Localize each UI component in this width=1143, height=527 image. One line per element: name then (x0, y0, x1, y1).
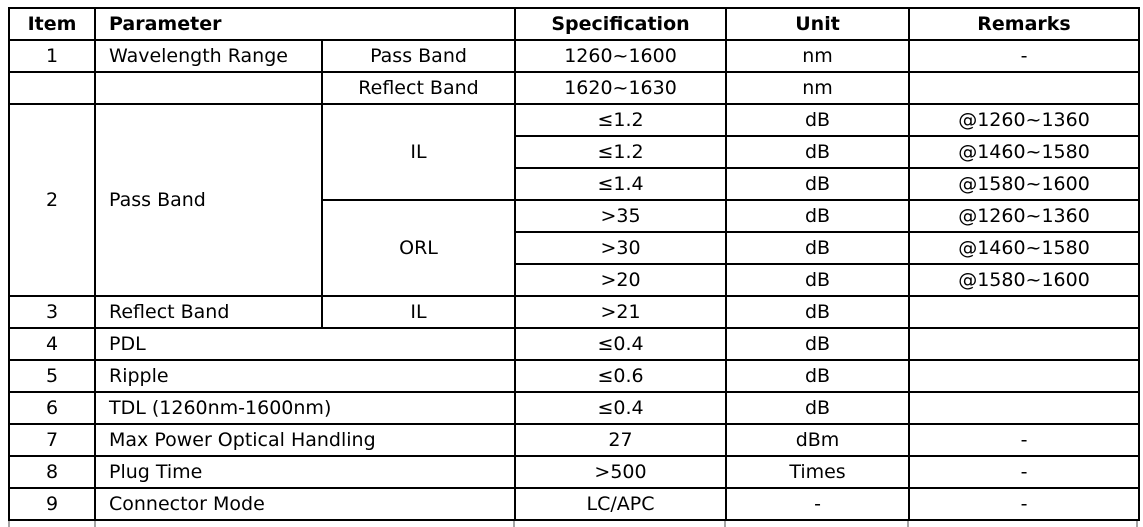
cell-item: 4 (9, 328, 95, 360)
table-row (9, 360, 1139, 392)
cell-remarks: @1260~1360 (909, 200, 1139, 232)
cell-specification: >30 (515, 232, 726, 264)
header-specification: Specification (515, 8, 726, 40)
cell-unit: dB (726, 232, 909, 264)
cell-subparameter: Reflect Band (322, 72, 515, 104)
cell-specification: 1260~1600 (515, 40, 726, 72)
cell-item (9, 72, 95, 104)
cell-item: 7 (9, 424, 95, 456)
cell-remarks (909, 360, 1139, 392)
cell-item: 3 (9, 296, 95, 328)
cell-parameter (95, 72, 322, 104)
cropped-next-row-gridline (8, 521, 10, 527)
cell-remarks: @1580~1600 (909, 264, 1139, 296)
cell-remarks: - (909, 456, 1139, 488)
cell-item: 9 (9, 488, 95, 520)
cell-parameter: Plug Time (95, 456, 515, 488)
cell-subparameter: ORL (322, 200, 515, 296)
cell-unit: dB (726, 200, 909, 232)
cell-item: 2 (9, 104, 95, 296)
cell-specification: ≤0.4 (515, 392, 726, 424)
cell-subparameter: IL (322, 104, 515, 200)
table-row (9, 392, 1139, 424)
cell-parameter: Ripple (95, 360, 515, 392)
cell-unit: dB (726, 264, 909, 296)
table-row (9, 40, 1139, 72)
cell-remarks (909, 72, 1139, 104)
cell-specification: ≤0.4 (515, 328, 726, 360)
header-row (9, 8, 1139, 40)
table-row (9, 104, 1139, 136)
table-row (9, 328, 1139, 360)
table-row (9, 424, 1139, 456)
cell-remarks: @1460~1580 (909, 136, 1139, 168)
cell-unit: dB (726, 392, 909, 424)
cell-unit: dB (726, 136, 909, 168)
cropped-next-row-gridline (1136, 521, 1138, 527)
cell-item: 8 (9, 456, 95, 488)
cell-parameter: Max Power Optical Handling (95, 424, 515, 456)
cell-subparameter: IL (322, 296, 515, 328)
cell-remarks: @1260~1360 (909, 104, 1139, 136)
cell-unit: dB (726, 296, 909, 328)
cell-remarks: @1580~1600 (909, 168, 1139, 200)
table-row (9, 456, 1139, 488)
cell-specification: >35 (515, 200, 726, 232)
cell-unit: dB (726, 168, 909, 200)
cell-unit: dB (726, 328, 909, 360)
cell-specification: >21 (515, 296, 726, 328)
cropped-next-row-gridline (724, 521, 726, 527)
table-row (9, 72, 1139, 104)
cell-unit: dB (726, 360, 909, 392)
cell-parameter: Connector Mode (95, 488, 515, 520)
table-row (9, 296, 1139, 328)
cell-unit: - (726, 488, 909, 520)
header-parameter: Parameter (95, 8, 515, 40)
cell-parameter: Pass Band (95, 104, 322, 296)
cell-unit: dB (726, 104, 909, 136)
cropped-next-row-gridline (94, 521, 96, 527)
cell-specification: 27 (515, 424, 726, 456)
cell-specification: 1620~1630 (515, 72, 726, 104)
table-row (9, 488, 1139, 520)
cell-specification: LC/APC (515, 488, 726, 520)
cell-remarks: - (909, 40, 1139, 72)
cell-unit: dBm (726, 424, 909, 456)
spec-table-container (8, 7, 1140, 521)
cell-parameter: Wavelength Range (95, 40, 322, 72)
cell-remarks (909, 392, 1139, 424)
cell-specification: >500 (515, 456, 726, 488)
cell-parameter: PDL (95, 328, 515, 360)
cell-unit: nm (726, 72, 909, 104)
cropped-next-row-gridline (513, 521, 515, 527)
cell-specification: ≤1.4 (515, 168, 726, 200)
header-unit: Unit (726, 8, 909, 40)
cell-item: 5 (9, 360, 95, 392)
cell-unit: Times (726, 456, 909, 488)
cell-remarks: @1460~1580 (909, 232, 1139, 264)
header-item: Item (9, 8, 95, 40)
cell-remarks: - (909, 488, 1139, 520)
cell-specification: ≤0.6 (515, 360, 726, 392)
cell-remarks (909, 296, 1139, 328)
cell-specification: ≤1.2 (515, 136, 726, 168)
spec-table (8, 7, 1140, 521)
cell-parameter: Reflect Band (95, 296, 322, 328)
header-remarks: Remarks (909, 8, 1139, 40)
cell-unit: nm (726, 40, 909, 72)
cell-item: 1 (9, 40, 95, 72)
cell-parameter: TDL (1260nm-1600nm) (95, 392, 515, 424)
cropped-next-row-gridline (907, 521, 909, 527)
cell-specification: ≤1.2 (515, 104, 726, 136)
cell-subparameter: Pass Band (322, 40, 515, 72)
cell-remarks (909, 328, 1139, 360)
cell-specification: >20 (515, 264, 726, 296)
cell-remarks: - (909, 424, 1139, 456)
cell-item: 6 (9, 392, 95, 424)
